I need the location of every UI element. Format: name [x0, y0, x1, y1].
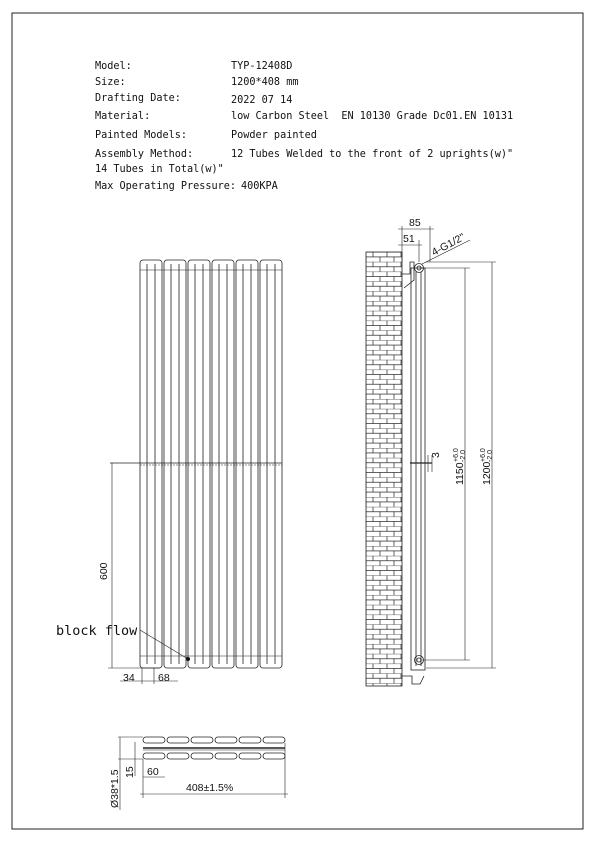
radiator-upright	[411, 268, 425, 670]
size-label: Size:	[95, 77, 126, 88]
dim-51-label: 51	[403, 233, 415, 245]
tube-5	[236, 260, 258, 668]
top-view	[118, 737, 288, 810]
tube-2	[164, 260, 186, 668]
block-flow-point	[186, 657, 190, 661]
material-label: Material:	[95, 111, 151, 122]
dim-85-label: 85	[409, 217, 421, 229]
dim-width-label: 408±1.5%	[186, 782, 234, 794]
dim-15-label: 15	[124, 766, 136, 778]
tol-1150-upper: +6.0	[453, 448, 460, 462]
model-label: Model:	[95, 61, 132, 72]
painted-models-value: Powder painted	[231, 130, 317, 141]
model-value: TYP-12408D	[231, 61, 293, 72]
tol-1150-lower: -2.0	[460, 449, 467, 462]
thread-label: 4-G1/2"	[429, 231, 468, 259]
drafting-date-value: 2022 07 14	[231, 95, 293, 106]
assembly-method-label: Assembly Method:	[95, 149, 194, 160]
dim-1200-label: 1200	[481, 461, 493, 485]
max-pressure-label: Max Operating Pressure:	[95, 181, 237, 192]
size-value: 1200*408 mm	[231, 77, 299, 88]
tol-1200-lower: -2.0	[487, 449, 494, 462]
dim-60-label: 60	[147, 766, 159, 778]
dim-34-label: 34	[123, 672, 135, 684]
brick-wall	[366, 252, 402, 686]
drafting-date-label: Drafting Date:	[95, 93, 181, 104]
painted-models-label: Painted Models:	[95, 130, 188, 141]
max-pressure-value: 400KPA	[241, 181, 278, 192]
dim-600-label: 600	[98, 562, 110, 580]
dim-3-label: 3	[430, 452, 442, 458]
tube-4	[212, 260, 234, 668]
bottom-bracket	[402, 676, 424, 684]
assembly-method-value: 12 Tubes Welded to the front of 2 uprights(w)"	[231, 149, 514, 160]
dim-68-label: 68	[158, 672, 170, 684]
assembly-method-continued: 14 Tubes in Total(w)"	[95, 164, 224, 175]
tube-6	[260, 260, 282, 668]
block-flow-label: block flow	[56, 623, 138, 639]
tube-1	[140, 260, 162, 668]
tube-3	[188, 260, 210, 668]
dim-1150-label: 1150	[454, 462, 466, 485]
tol-1200-upper: +6.0	[480, 448, 487, 462]
material-value: low Carbon Steel EN 10130 Grade Dc01.EN 10131	[231, 111, 514, 122]
top-bracket	[402, 262, 414, 288]
dim-diameter-label: Ø38*1.5	[109, 769, 121, 808]
front-view	[108, 260, 282, 684]
